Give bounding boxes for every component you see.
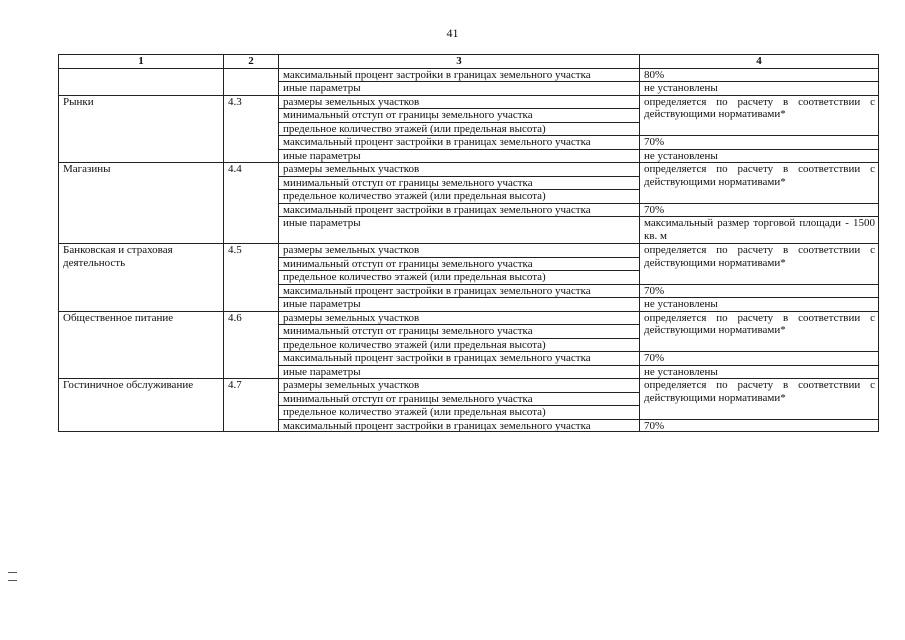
param-cell: максимальный процент застройки в границах земельного участка [279, 68, 640, 82]
group-name-cell: Общественное питание [59, 311, 224, 379]
param-cell: иные параметры [279, 298, 640, 312]
param-cell: предельное количество этажей (или предельная высота) [279, 271, 640, 285]
table-row [59, 163, 879, 177]
value-cell: 70% [640, 284, 879, 298]
value-cell: определяется по расчету в соответствии с действующими нормативами* [640, 379, 879, 420]
param-cell: иные параметры [279, 217, 640, 244]
table-row [59, 311, 879, 325]
table-row [59, 95, 879, 109]
param-cell: максимальный процент застройки в границах земельного участка [279, 136, 640, 150]
param-cell: минимальный отступ от границы земельного участка [279, 257, 640, 271]
param-cell: минимальный отступ от границы земельного участка [279, 109, 640, 123]
value-cell: определяется по расчету в соответствии с действующими нормативами* [640, 244, 879, 285]
margin-mark [8, 572, 17, 581]
value-cell: 70% [640, 136, 879, 150]
group-name-cell [59, 68, 224, 95]
group-code-cell: 4.7 [224, 379, 279, 432]
value-cell: не установлены [640, 298, 879, 312]
group-code-cell: 4.6 [224, 311, 279, 379]
value-cell: максимальный размер торговой площади - 1500 кв. м [640, 217, 879, 244]
regulations-table [58, 54, 879, 432]
column-header: 4 [640, 55, 879, 69]
value-cell: определяется по расчету в соответствии с действующими нормативами* [640, 163, 879, 204]
value-cell: 70% [640, 352, 879, 366]
param-cell: минимальный отступ от границы земельного участка [279, 392, 640, 406]
param-text: максимальный процент застройки в границах земельного участка [283, 419, 591, 431]
table-row [59, 379, 879, 393]
value-cell [640, 419, 879, 431]
param-cell [279, 419, 640, 431]
param-cell: размеры земельных участков [279, 379, 640, 393]
page-number: 41 [446, 26, 459, 40]
value-cell: 80% [640, 68, 879, 82]
value-cell: определяется по расчету в соответствии с действующими нормативами* [640, 95, 879, 136]
group-name-cell: Гостиничное обслуживание [59, 379, 224, 432]
param-cell: максимальный процент застройки в границах земельного участка [279, 352, 640, 366]
value-cell: определяется по расчету в соответствии с действующими нормативами* [640, 311, 879, 352]
group-code-cell: 4.4 [224, 163, 279, 244]
param-cell: предельное количество этажей (или предельная высота) [279, 338, 640, 352]
param-cell: иные параметры [279, 149, 640, 163]
column-header: 2 [224, 55, 279, 69]
group-name-cell: Рынки [59, 95, 224, 163]
param-cell: предельное количество этажей (или предельная высота) [279, 190, 640, 204]
value-cell: не установлены [640, 365, 879, 379]
param-cell: размеры земельных участков [279, 311, 640, 325]
param-cell: минимальный отступ от границы земельного участка [279, 325, 640, 339]
param-cell: предельное количество этажей (или предельная высота) [279, 122, 640, 136]
group-code-cell: 4.5 [224, 244, 279, 312]
param-cell: предельное количество этажей (или предельная высота) [279, 406, 640, 420]
group-code-cell [224, 68, 279, 95]
table-row [59, 68, 879, 82]
group-code-cell: 4.3 [224, 95, 279, 163]
param-cell: минимальный отступ от границы земельного участка [279, 176, 640, 190]
value-cell: не установлены [640, 82, 879, 96]
group-name-cell: Банковская и страховая деятельность [59, 244, 224, 312]
param-cell: иные параметры [279, 365, 640, 379]
param-cell: иные параметры [279, 82, 640, 96]
value-text: 70% [644, 419, 665, 431]
value-cell: 70% [640, 203, 879, 217]
param-cell: максимальный процент застройки в границах земельного участка [279, 284, 640, 298]
value-cell: не установлены [640, 149, 879, 163]
table-header-row [59, 55, 879, 69]
param-cell: размеры земельных участков [279, 163, 640, 177]
param-cell: максимальный процент застройки в границах земельного участка [279, 203, 640, 217]
table-row [59, 244, 879, 258]
column-header: 3 [279, 55, 640, 69]
param-cell: размеры земельных участков [279, 244, 640, 258]
param-cell: размеры земельных участков [279, 95, 640, 109]
column-header: 1 [59, 55, 224, 69]
group-name-cell: Магазины [59, 163, 224, 244]
